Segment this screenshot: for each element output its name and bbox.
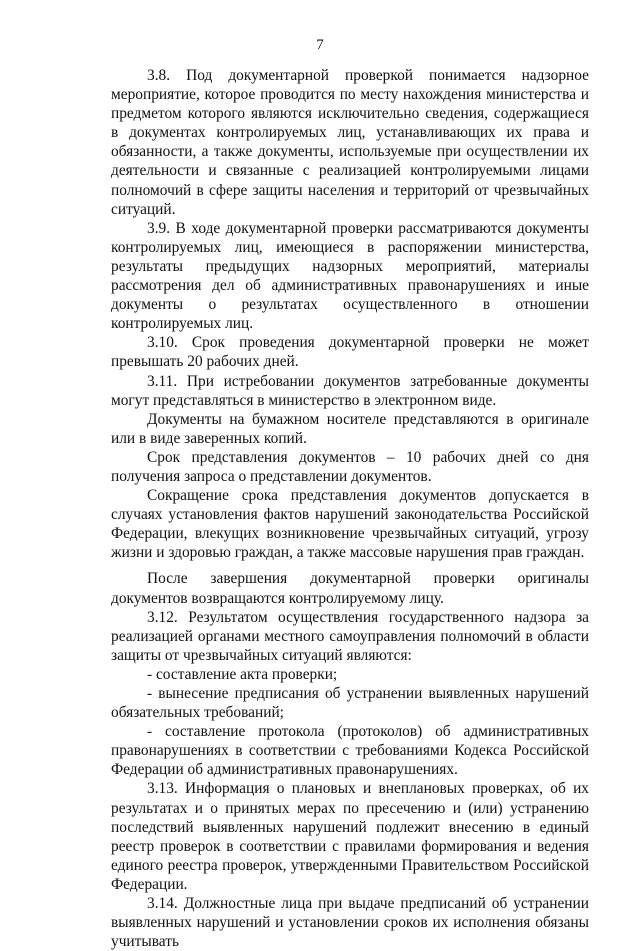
paragraph-3-11: 3.11. При истребовании документов затребованные документы могут представляться в министерство в электронном виде. xyxy=(111,372,589,409)
paragraph-term-reduction: Сокращение срока представления документов допускается в случаях установления фактов нарушений законодательства Российской Федерации, влекущих возникновение чрезвычайных ситуаций, угрозу жизни и здоровью граждан, а также массовые нарушения прав граждан. xyxy=(111,487,589,562)
paragraph-3-13: 3.13. Информация о плановых и внеплановых проверках, об их результатах и о принятых мерах по пресечению и (или) устранению последствий выявленных нарушений подлежит внесению в единый реестр проверок в соответствии с правилами формирования и ведения единого реестра проверок, утвержденными Правительством Российской Федерации. xyxy=(111,780,589,893)
paragraph-paper-documents: Документы на бумажном носителе представляются в оригинале или в виде заверенных копий. xyxy=(111,410,589,447)
paragraph-submission-term: Срок представления документов – 10 рабочих дней со дня получения запроса о представлении документов. xyxy=(111,448,589,485)
paragraph-originals-return: После завершения документарной проверки оригиналы документов возвращаются контролируемому лицу. xyxy=(111,570,589,607)
paragraph-3-8: 3.8. Под документарной проверкой понимается надзорное мероприятие, которое проводится по месту нахождения министерства и предметом которого являются исключительно сведения, содержащиеся в документах контролируемых лиц, устанавливающих их права и обязанности, а также документы, используемые при осуществлении их деятельности и связанные с реализацией контролируемыми лицами полномочий в сфере защиты населения и территорий от чрезвычайных ситуаций. xyxy=(111,67,589,218)
paragraph-3-14: 3.14. Должностные лица при выдаче предписаний об устранении выявленных нарушений и установлении сроков их исполнения обязаны учитывать xyxy=(111,895,589,951)
paragraph-3-10: 3.10. Срок проведения документарной проверки не может превышать 20 рабочих дней. xyxy=(111,334,589,371)
document-body xyxy=(111,66,589,951)
list-item-prescription: - вынесение предписания об устранении выявленных нарушений обязательных требований; xyxy=(111,685,589,722)
paragraph-3-12: 3.12. Результатом осуществления государственного надзора за реализацией органами местного самоуправления полномочий в области защиты от чрезвычайных ситуаций являются: xyxy=(111,608,589,664)
list-item-inspection-act: - составление акта проверки; xyxy=(147,665,338,683)
paragraph-3-9: 3.9. В ходе документарной проверки рассматриваются документы контролируемых лиц, имеющиеся в распоряжении министерства, результаты предыдущих надзорных мероприятий, материалы рассмотрения дел об административных правонарушениях и иные документы о результатах осуществленного в отношении контролируемых лиц. xyxy=(111,219,589,333)
page-number: 7 xyxy=(316,37,324,53)
list-item-protocol: - составление протокола (протоколов) об административных правонарушениях в соответствии с требованиями Кодекса Российской Федерации об административных правонарушениях. xyxy=(111,723,589,779)
